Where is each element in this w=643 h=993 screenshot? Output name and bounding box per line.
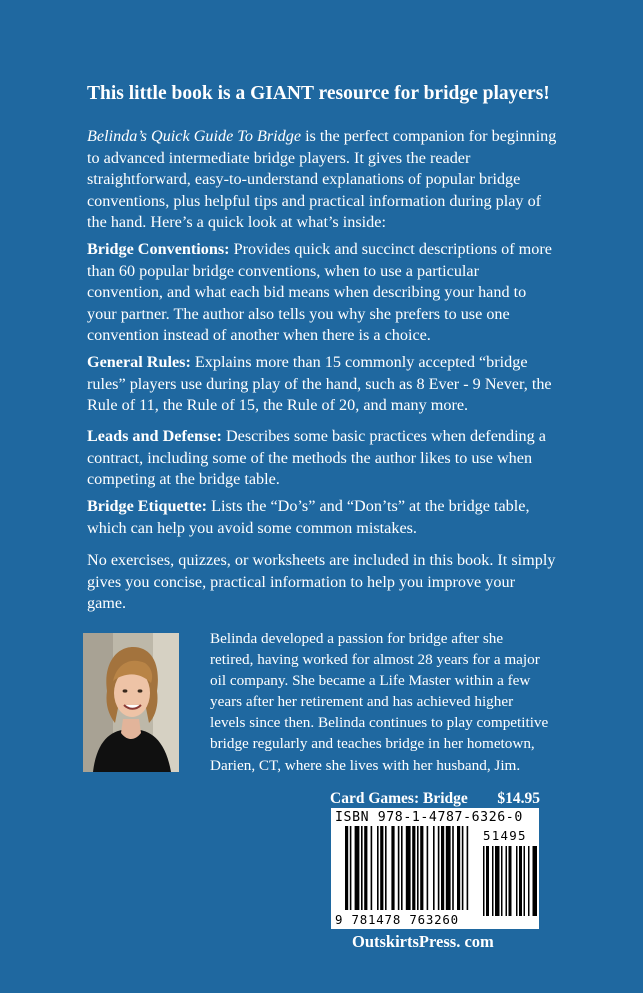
section-general-rules [87, 352, 557, 417]
addon-bar [524, 846, 526, 916]
author-portrait-image [83, 633, 179, 772]
section-text: Explains more than 15 commonly accepted “bridge rules” players use during play of the hand, such as 8 Ever - 9 Never, the Rule of 11, the Rule of 15, the Rule of 20, and many more. [87, 353, 552, 415]
barcode-bar [412, 826, 415, 910]
section-text: Lists the “Do’s” and “Don’ts” at the bridge table, which can help you avoid some common mistakes. [87, 497, 530, 537]
barcode [331, 808, 539, 929]
barcode-bar [462, 826, 464, 910]
addon-bar [528, 846, 530, 916]
barcode-bar [391, 826, 394, 910]
barcode-bar [350, 826, 352, 910]
addon-bar [486, 846, 489, 916]
section-text: Describes some basic practices when defending a contract, including some of the methods the author likes to use when competing at the bridge table. [87, 427, 546, 489]
section-leads-defense [87, 426, 557, 491]
addon-bar [516, 846, 518, 916]
barcode-bar [380, 826, 383, 910]
barcode-bar [457, 826, 460, 910]
addon-bar [509, 846, 512, 916]
author-photo [83, 633, 179, 772]
barcode-bar [364, 826, 367, 910]
section-heading: Bridge Conventions: [87, 240, 230, 258]
intro-text: is the perfect companion for beginning to advanced intermediate bridge players. It gives the reader straightforward, easy-to-understand explanations of popular bridge conventions, plus helpful tips and practical information during play of the hand. Here’s a quick look at what’s inside: [87, 127, 557, 232]
barcode-bar [441, 826, 444, 910]
publisher-name: OutskirtsPress. com [352, 932, 494, 951]
intro-paragraph [87, 126, 557, 234]
section-heading: General Rules: [87, 353, 191, 371]
barcode-bar [446, 826, 451, 910]
barcode-bar [385, 826, 387, 910]
price-label: $14.95 [497, 790, 540, 807]
barcode-bar [345, 826, 348, 910]
category-label: Card Games: Bridge [330, 790, 468, 807]
barcode-bar [427, 826, 429, 910]
addon-bar [483, 846, 485, 916]
addon-bar [533, 846, 538, 916]
section-heading: Leads and Defense: [87, 427, 222, 445]
section-heading: Bridge Etiquette: [87, 497, 208, 515]
barcode-bar [398, 826, 400, 910]
barcode-bar [406, 826, 411, 910]
addon-bar [519, 846, 522, 916]
addon-bar [495, 846, 500, 916]
barcode-bar [355, 826, 360, 910]
book-title: Belinda’s Quick Guide To Bridge [87, 127, 302, 145]
addon-bar [492, 846, 494, 916]
ean-digits: 9 781478 763260 [335, 912, 459, 927]
barcode-bar [433, 826, 435, 910]
barcode-bar [420, 826, 423, 910]
headline: This little book is a GIANT resource for bridge players! [87, 83, 550, 104]
barcode-bar [361, 826, 363, 910]
isbn-label: ISBN 978-1-4787-6326-0 [335, 810, 523, 825]
author-bio: Belinda developed a passion for bridge after she retired, having worked for almost 28 years for a major oil company. She became a Life Master within a few years after her retirement and has achieved higher levels since then. Belinda continues to play competitive bridge regularly and teaches bridge in her hometown, Darien, CT, where she lives with her husband, Jim. [210, 630, 549, 774]
addon-bar [501, 846, 503, 916]
barcode-bar [417, 826, 419, 910]
barcode-bar [401, 826, 403, 910]
section-text: Provides quick and succinct descriptions of more than 60 popular bridge conventions, when to use a particular convention, and what each bid means when describing your hand to your partner. The author also tells you why she prefers to use one convention instead of another when there is a choice. [87, 240, 552, 345]
barcode-bar [438, 826, 440, 910]
barcode-bars [331, 808, 539, 929]
barcode-bar [452, 826, 454, 910]
section-etiquette [87, 496, 557, 539]
barcode-bar [371, 826, 373, 910]
price-addon-digits: 51495 [483, 828, 527, 843]
addon-bar [506, 846, 508, 916]
closing-paragraph: No exercises, quizzes, or worksheets are included in this book. It simply gives you concise, practical information to help you improve your game. [87, 551, 556, 613]
section-conventions [87, 239, 557, 347]
barcode-bar [377, 826, 379, 910]
barcode-bar [467, 826, 469, 910]
